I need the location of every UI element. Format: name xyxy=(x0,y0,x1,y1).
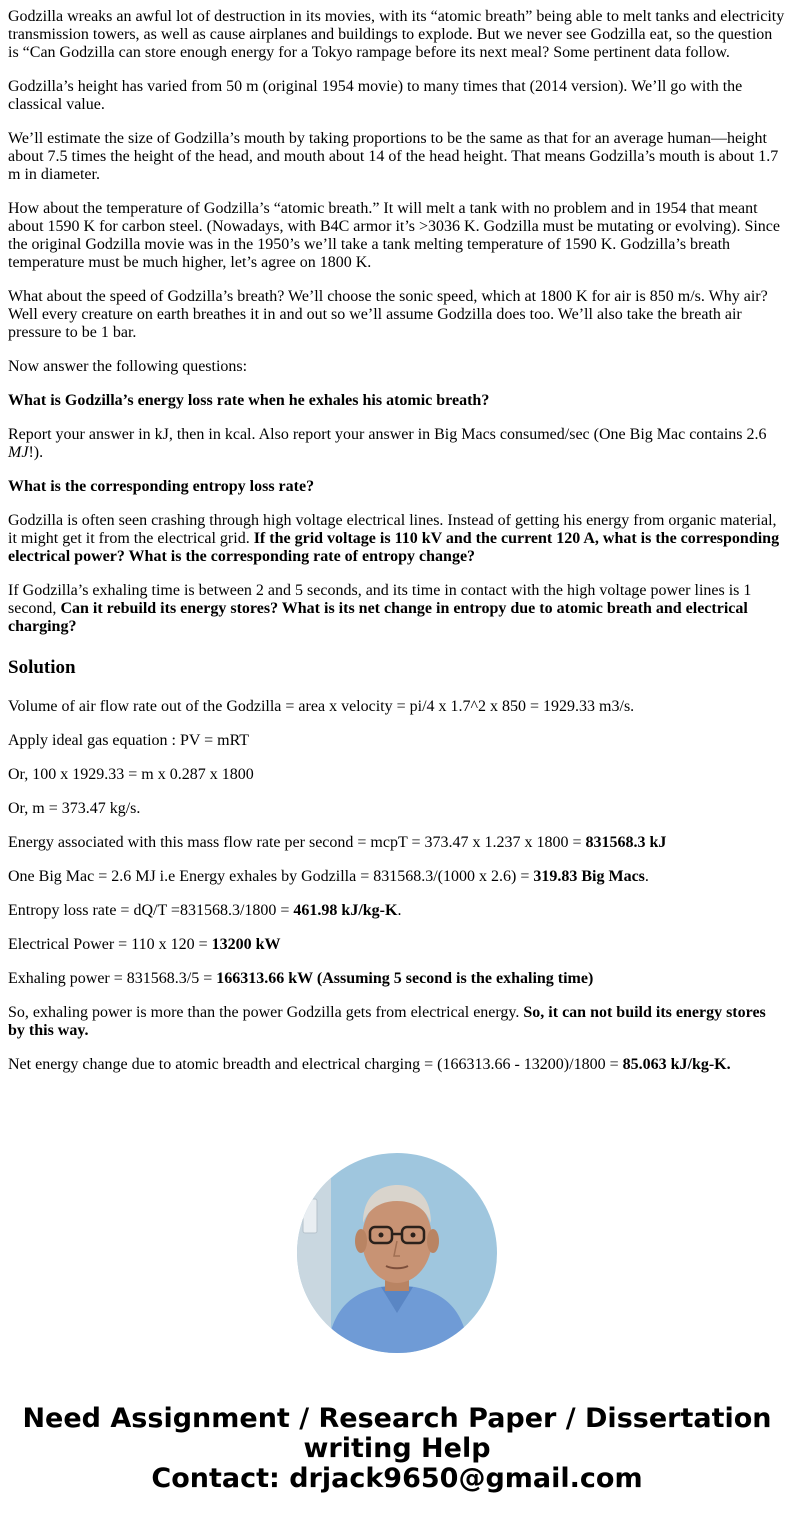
banner-line-1: Need Assignment / Research Paper / Dissertation xyxy=(22,1403,772,1434)
solution-heading: Solution xyxy=(8,657,76,678)
electrical-power-line xyxy=(8,936,786,954)
mouth-paragraph: We’ll estimate the size of Godzilla’s mouth by taking proportions to be the same as that for an average human—height about 7.5 times the height of the head, and mouth about 14 of the head height. That means Godzilla’s mouth is about 1.7 m in diameter. xyxy=(8,130,779,183)
question-energy-loss-text: What is Godzilla’s energy loss rate when he exhales his atomic breath? xyxy=(8,392,490,409)
question-entropy-text: What is the corresponding entropy loss rate? xyxy=(8,478,315,495)
equation-line-2: Or, m = 373.47 kg/s. xyxy=(8,800,141,817)
electrical-power-value: 13200 kW xyxy=(211,936,281,953)
question-energy-loss xyxy=(8,392,786,410)
exhaling-power-value: 166313.66 kW (Assuming 5 second is the exhaling time) xyxy=(216,970,594,987)
exhaling-power-line xyxy=(8,970,786,988)
temperature-paragraph: How about the temperature of Godzilla’s “atomic breath.” It will melt a tank with no problem and in 1954 that meant about 1590 K for carbon steel. (Nowadays, with B4C armor it’s >3036 K. Godzilla must be mutating or evolving). Since the original Godzilla movie was in the 1950’s we’ll take a tank melting temperature of 1590 K. Godzilla’s breath temperature must be much higher, let’s agree on 1800 K. xyxy=(8,200,780,271)
avatar xyxy=(297,1153,497,1353)
conclusion-text: So, exhaling power is more than the power Godzilla gets from electrical energy. xyxy=(8,1004,524,1021)
bigmac-line xyxy=(8,868,786,886)
bigmac-value: 319.83 Big Macs xyxy=(533,868,645,885)
exhale-paragraph xyxy=(8,582,786,636)
banner-contact-line: Contact: drjack9650@gmail.com xyxy=(151,1463,643,1494)
entropy-value: 461.98 kJ/kg-K xyxy=(293,902,398,919)
exhale-text: If Godzilla’s exhaling time is between 2 and 5 seconds, and its time in contact with the high voltage power lines is 1 second, xyxy=(8,582,752,617)
net-change-value: 85.063 kJ/kg-K. xyxy=(622,1056,731,1073)
equation-line-1: Or, 100 x 1929.33 = m x 0.287 x 1800 xyxy=(8,766,254,783)
report-tail: !). xyxy=(28,444,44,461)
avatar-portrait xyxy=(297,1153,497,1353)
height-paragraph: Godzilla’s height has varied from 50 m (original 1954 movie) to many times that (2014 version). We’ll go with the classical value. xyxy=(8,78,743,113)
electrical-power-text: Electrical Power = 110 x 120 = xyxy=(8,936,212,953)
energy-line xyxy=(8,834,786,852)
net-change-text: Net energy change due to atomic breadth and electrical charging = (166313.66 - 13200)/1800 = xyxy=(8,1056,623,1073)
grid-question: If the grid voltage is 110 kV and the current 120 A, what is the corresponding electrical power? What is the corresponding rate of entropy change? xyxy=(8,530,780,565)
entropy-line xyxy=(8,902,786,920)
conclusion-line xyxy=(8,1004,786,1040)
report-text: Report your answer in kJ, then in kcal. Also report your answer in Big Macs consumed/sec (One Big Mac contains 2.6 xyxy=(8,426,767,443)
conclusion-value: So, it can not build its energy stores by this way. xyxy=(8,1004,766,1039)
exhaling-power-text: Exhaling power = 831568.3/5 = xyxy=(8,970,217,987)
speed-paragraph: What about the speed of Godzilla’s breath? We’ll choose the sonic speed, which at 1800 K for air is 850 m/s. Why air? Well every creature on earth breathes it in and out so we’ll assume Godzilla does too. We’ll also take the breath air pressure to be 1 bar. xyxy=(8,288,768,341)
flow-rate-line: Volume of air flow rate out of the Godzilla = area x velocity = pi/4 x 1.7^2 x 850 = 1929.33 m3/s. xyxy=(8,698,635,715)
contact-banner xyxy=(0,1404,794,1494)
banner-line-2: writing Help xyxy=(303,1433,491,1464)
ideal-gas-line: Apply ideal gas equation : PV = mRT xyxy=(8,732,250,749)
energy-text: Energy associated with this mass flow rate per second = mcpT = 373.47 x 1.237 x 1800 = xyxy=(8,834,586,851)
grid-text: Godzilla is often seen crashing through high voltage electrical lines. Instead of getting his energy from organic material, it might get it from the electrical grid. xyxy=(8,512,777,547)
bigmac-tail: . xyxy=(644,868,649,885)
article-body xyxy=(8,8,786,1090)
report-paragraph xyxy=(8,426,786,462)
grid-paragraph xyxy=(8,512,786,566)
energy-value: 831568.3 kJ xyxy=(585,834,667,851)
bigmac-text: One Big Mac = 2.6 MJ i.e Energy exhales by Godzilla = 831568.3/(1000 x 2.6) = xyxy=(8,868,534,885)
entropy-tail: . xyxy=(397,902,402,919)
report-unit: MJ xyxy=(8,444,29,461)
question-entropy xyxy=(8,478,786,496)
net-change-line xyxy=(8,1056,786,1074)
entropy-text: Entropy loss rate = dQ/T =831568.3/1800 = xyxy=(8,902,294,919)
instruction-paragraph: Now answer the following questions: xyxy=(8,358,248,375)
intro-paragraph: Godzilla wreaks an awful lot of destruction in its movies, with its “atomic breath” being able to melt tanks and electricity transmission towers, as well as cause airplanes and buildings to explode. But we never see Godzilla eat, so the question is “Can Godzilla can store enough energy for a Tokyo rampage before its next meal? Some pertinent data follow. xyxy=(8,8,785,61)
exhale-question: Can it rebuild its energy stores? What is its net change in entropy due to atomic breath and electrical charging? xyxy=(8,600,748,635)
